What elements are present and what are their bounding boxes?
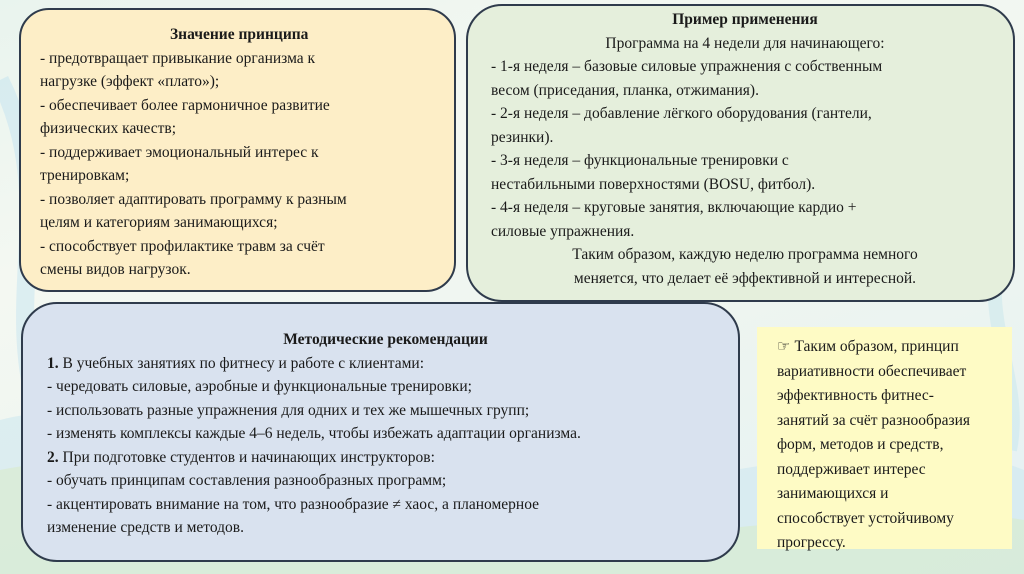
summary-line: поддерживает интерес <box>777 460 926 478</box>
principle-line: нагрузке (эффект «плато»); <box>40 73 220 90</box>
summary-first-line <box>777 334 1002 360</box>
methods-line: - изменять комплексы каждые 4–6 недель, чтобы избежать адаптации организма. <box>47 425 581 442</box>
example-line: силовые упражнения. <box>491 222 635 240</box>
methods-line: изменение средств и методов. <box>47 519 245 536</box>
example-line: резинки). <box>491 128 554 146</box>
methods-item-1-text: В учебных занятиях по фитнесу и работе с клиентами: <box>58 354 425 372</box>
principle-line: - поддерживает эмоциональный интерес к <box>40 143 319 161</box>
principle-panel <box>19 8 456 292</box>
methods-panel <box>21 302 740 562</box>
summary-line: форм, методов и средств, <box>777 436 944 453</box>
summary-line: занимающихся и <box>777 485 889 502</box>
methods-item-2-text: При подготовке студентов и начинающих инструкторов: <box>58 448 435 466</box>
pointing-hand-icon: ☞ <box>777 337 791 355</box>
example-conclusion: Таким образом, каждую неделю программа немного <box>572 246 918 263</box>
summary-panel <box>757 327 1012 549</box>
principle-line: - способствует профилактике травм за счёт <box>40 237 325 255</box>
principle-line: - обеспечивает более гармоничное развитие <box>40 96 330 114</box>
methods-line: - чередовать силовые, аэробные и функциональные тренировки; <box>47 378 472 395</box>
principle-line: смены видов нагрузок. <box>40 261 191 278</box>
example-title: Пример применения <box>672 11 818 28</box>
methods-item-2 <box>47 446 724 470</box>
principle-line: целям и категориям занимающихся; <box>40 214 278 231</box>
example-line: нестабильными поверхностями (BOSU, фитбол). <box>491 175 816 193</box>
example-line: - 4-я неделя – круговые занятия, включающие кардио + <box>491 199 857 216</box>
methods-item-1 <box>47 352 724 376</box>
principle-line: тренировкам; <box>40 167 130 184</box>
example-line: - 3-я неделя – функциональные тренировки с <box>491 152 789 169</box>
summary-line: вариативности обеспечивает <box>777 362 967 380</box>
summary-first-text: Таким образом, принцип <box>794 338 959 355</box>
methods-item-1-number: 1. <box>47 354 59 372</box>
methods-item-2-number: 2. <box>47 448 59 466</box>
example-panel <box>466 4 1015 302</box>
example-line: весом (приседания, планка, отжимания). <box>491 81 759 99</box>
methods-title: Методические рекомендации <box>283 331 488 348</box>
methods-line: - обучать принципам составления разнообразных программ; <box>47 472 447 489</box>
principle-line: физических качеств; <box>40 120 177 137</box>
summary-line: эффективность фитнес- <box>777 387 934 404</box>
example-line: - 1-я неделя – базовые силовые упражнения с собственным <box>491 58 883 75</box>
example-subtitle: Программа на 4 недели для начинающего: <box>605 34 885 52</box>
example-line: - 2-я неделя – добавление лёгкого оборудования (гантели, <box>491 105 872 122</box>
example-conclusion: меняется, что делает её эффективной и интересной. <box>573 269 917 287</box>
principle-title: Значение принципа <box>170 26 309 43</box>
summary-line: прогрессу. <box>777 534 846 551</box>
summary-line: способствует устойчивому <box>777 509 954 527</box>
methods-line: - использовать разные упражнения для одних и тех же мышечных групп; <box>47 401 530 419</box>
summary-line: занятий за счёт разнообразия <box>777 411 971 429</box>
principle-line: - позволяет адаптировать программу к разным <box>40 190 347 208</box>
principle-line: - предотвращает привыкание организма к <box>40 49 316 67</box>
methods-line: - акцентировать внимание на том, что разнообразие ≠ хаос, а планомерное <box>47 495 540 513</box>
